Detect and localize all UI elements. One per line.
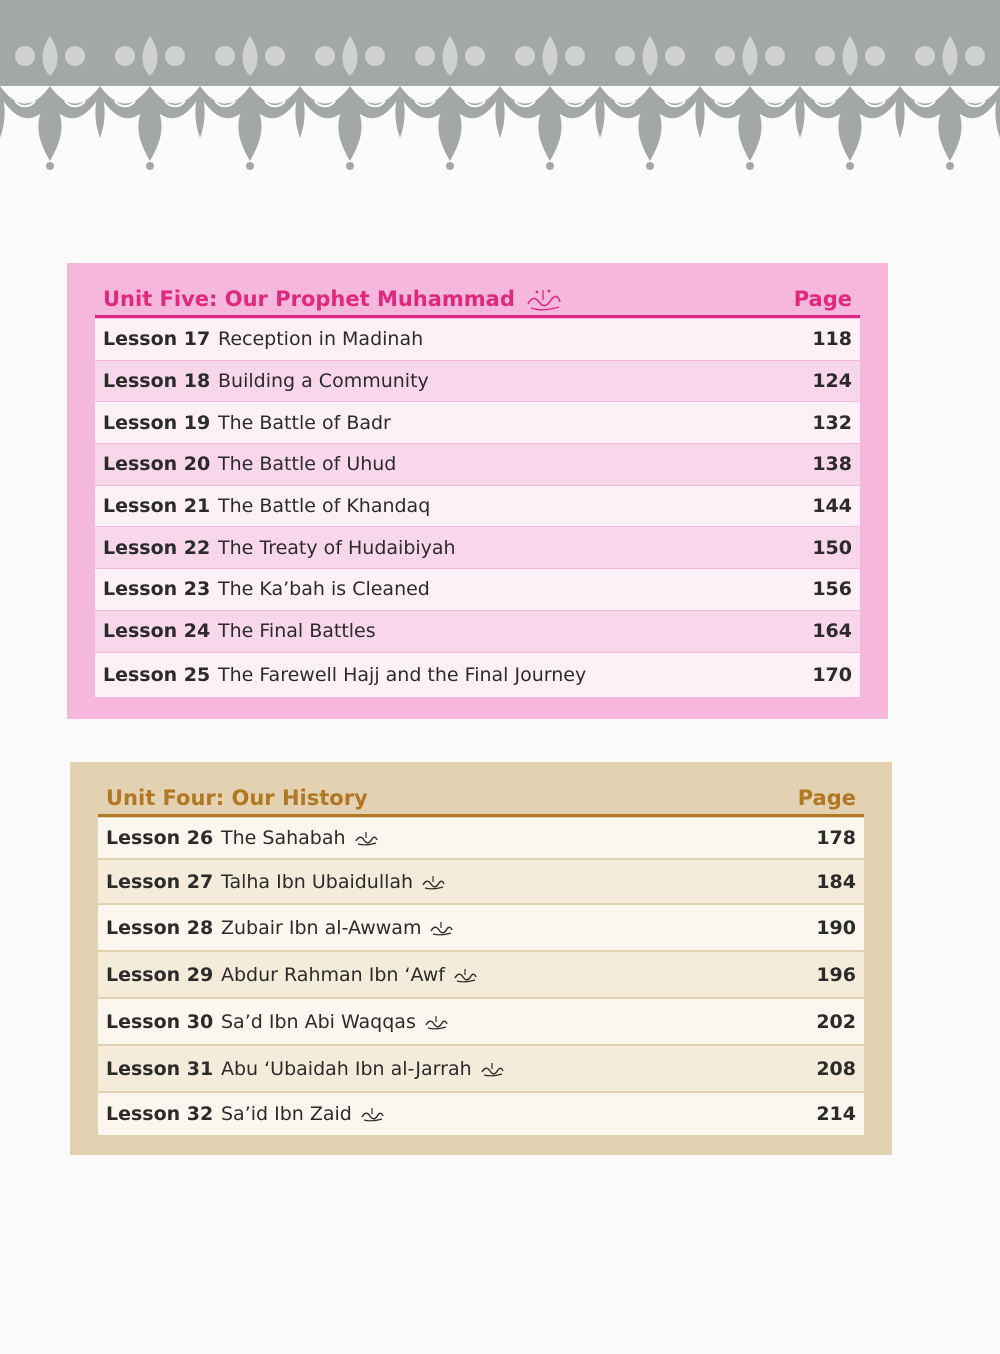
radiallahu-anhu-icon — [360, 1106, 384, 1122]
lesson-number: Lesson 25 — [103, 663, 211, 686]
lesson-title-wrap — [218, 578, 792, 600]
lesson-title-wrap — [221, 871, 796, 893]
lesson-page-number: 124 — [812, 370, 852, 393]
lesson-number: Lesson 31 — [106, 1057, 214, 1080]
lesson-page-number: 208 — [816, 1057, 856, 1080]
lesson-page-number: 150 — [812, 536, 852, 559]
lesson-title: The Battle of Badr — [218, 411, 391, 434]
lesson-row[interactable] — [95, 444, 860, 486]
lesson-row[interactable] — [95, 611, 860, 653]
lesson-page-number: 178 — [816, 827, 856, 849]
lesson-number: Lesson 23 — [103, 578, 211, 601]
lesson-title: Zubair Ibn al-Awwam — [221, 916, 422, 939]
unit-five-lessons — [95, 319, 860, 697]
lesson-title-wrap — [218, 412, 792, 434]
lesson-title-wrap — [218, 328, 792, 350]
lesson-page-number: 190 — [816, 916, 856, 939]
lesson-title-wrap — [221, 1103, 796, 1125]
lesson-number: Lesson 22 — [103, 536, 211, 559]
unit-four-header — [106, 780, 856, 816]
lesson-title: The Ka’bah is Cleaned — [218, 578, 430, 601]
lesson-title: Abu ‘Ubaidah Ibn al-Jarrah — [221, 1057, 472, 1080]
lesson-title: The Treaty of Hudaibiyah — [218, 536, 456, 559]
lesson-row[interactable] — [95, 569, 860, 611]
radiallahu-anhu-icon — [421, 874, 445, 890]
lesson-page-number: 202 — [816, 1010, 856, 1033]
radiallahu-anhu-icon — [453, 967, 477, 983]
lesson-row[interactable] — [98, 952, 864, 999]
lesson-page-number: 170 — [812, 663, 852, 686]
lesson-number: Lesson 28 — [106, 916, 214, 939]
lesson-title: Building a Community — [218, 370, 429, 393]
lesson-title: Sa’id Ibn Zaid — [221, 1103, 352, 1125]
lesson-row[interactable] — [95, 402, 860, 444]
lesson-number: Lesson 32 — [106, 1103, 214, 1125]
lesson-title-wrap — [218, 370, 792, 392]
lesson-title: Reception in Madinah — [218, 328, 424, 351]
unit-four-lessons — [98, 818, 864, 1135]
lesson-page-number: 196 — [816, 963, 856, 986]
lesson-row[interactable] — [98, 905, 864, 952]
lesson-number: Lesson 20 — [103, 453, 211, 476]
lesson-page-number: 156 — [812, 578, 852, 601]
ornamental-border — [0, 26, 1000, 171]
lesson-row[interactable] — [95, 653, 860, 697]
radiallahu-anhu-icon — [480, 1061, 504, 1077]
unit-five-divider — [95, 315, 860, 318]
lesson-title: The Final Battles — [218, 620, 376, 643]
lesson-number: Lesson 29 — [106, 963, 214, 986]
lesson-page-number: 184 — [816, 870, 856, 893]
lesson-page-number: 214 — [816, 1103, 856, 1125]
lesson-title: Abdur Rahman Ibn ‘Awf — [221, 963, 445, 986]
lesson-page-number: 138 — [812, 453, 852, 476]
radiallahu-anhu-icon — [424, 1014, 448, 1030]
lesson-number: Lesson 18 — [103, 370, 211, 393]
lesson-title: The Battle of Uhud — [218, 453, 397, 476]
unit-four-title: Unit Four: Our History — [106, 786, 368, 810]
lesson-title: The Farewell Hajj and the Final Journey — [218, 663, 587, 686]
unit-four-page-label: Page — [797, 786, 856, 810]
lesson-page-number: 132 — [812, 411, 852, 434]
lesson-number: Lesson 27 — [106, 870, 214, 893]
lesson-row[interactable] — [95, 486, 860, 528]
lesson-title-wrap — [218, 620, 792, 642]
unit-five-header — [103, 281, 852, 317]
lesson-title: Sa’d Ibn Abi Waqqas — [221, 1010, 416, 1033]
lesson-title-wrap — [218, 453, 792, 475]
radiallahu-anhu-icon — [354, 830, 378, 846]
lesson-row[interactable] — [98, 818, 864, 860]
lesson-title: Talha Ibn Ubaidullah — [221, 870, 414, 893]
lesson-number: Lesson 26 — [106, 827, 214, 849]
lesson-number: Lesson 17 — [103, 328, 211, 351]
lesson-number: Lesson 19 — [103, 411, 211, 434]
lesson-title-wrap — [221, 917, 796, 939]
lesson-title-wrap — [221, 827, 796, 849]
lesson-number: Lesson 30 — [106, 1010, 214, 1033]
radiallahu-anhu-icon — [429, 920, 453, 936]
unit-five-box — [67, 263, 888, 719]
lesson-number: Lesson 21 — [103, 495, 211, 518]
lesson-row[interactable] — [95, 361, 860, 403]
unit-four-divider — [98, 814, 864, 817]
lesson-page-number: 118 — [812, 328, 852, 351]
lesson-page-number: 144 — [812, 495, 852, 518]
calligraphy-honorific-icon — [525, 286, 563, 312]
lesson-row[interactable] — [95, 527, 860, 569]
lesson-row[interactable] — [98, 1093, 864, 1135]
lesson-title-wrap — [218, 664, 792, 686]
lesson-title: The Sahabah — [221, 827, 346, 849]
lesson-row[interactable] — [98, 1046, 864, 1093]
lesson-page-number: 164 — [812, 620, 852, 643]
lesson-title-wrap — [221, 1058, 796, 1080]
unit-five-title: Unit Five: Our Prophet Muhammad — [103, 287, 515, 311]
lesson-title-wrap — [218, 495, 792, 517]
unit-four-box — [70, 762, 892, 1155]
unit-five-title-wrap — [103, 286, 563, 312]
lesson-title-wrap — [218, 537, 792, 559]
lesson-title: The Battle of Khandaq — [218, 495, 431, 518]
lesson-row[interactable] — [98, 999, 864, 1046]
lesson-title-wrap — [221, 964, 796, 986]
unit-five-page-label: Page — [793, 287, 852, 311]
lesson-row[interactable] — [98, 860, 864, 905]
lesson-number: Lesson 24 — [103, 620, 211, 643]
lesson-title-wrap — [221, 1011, 796, 1033]
lesson-row[interactable] — [95, 319, 860, 361]
